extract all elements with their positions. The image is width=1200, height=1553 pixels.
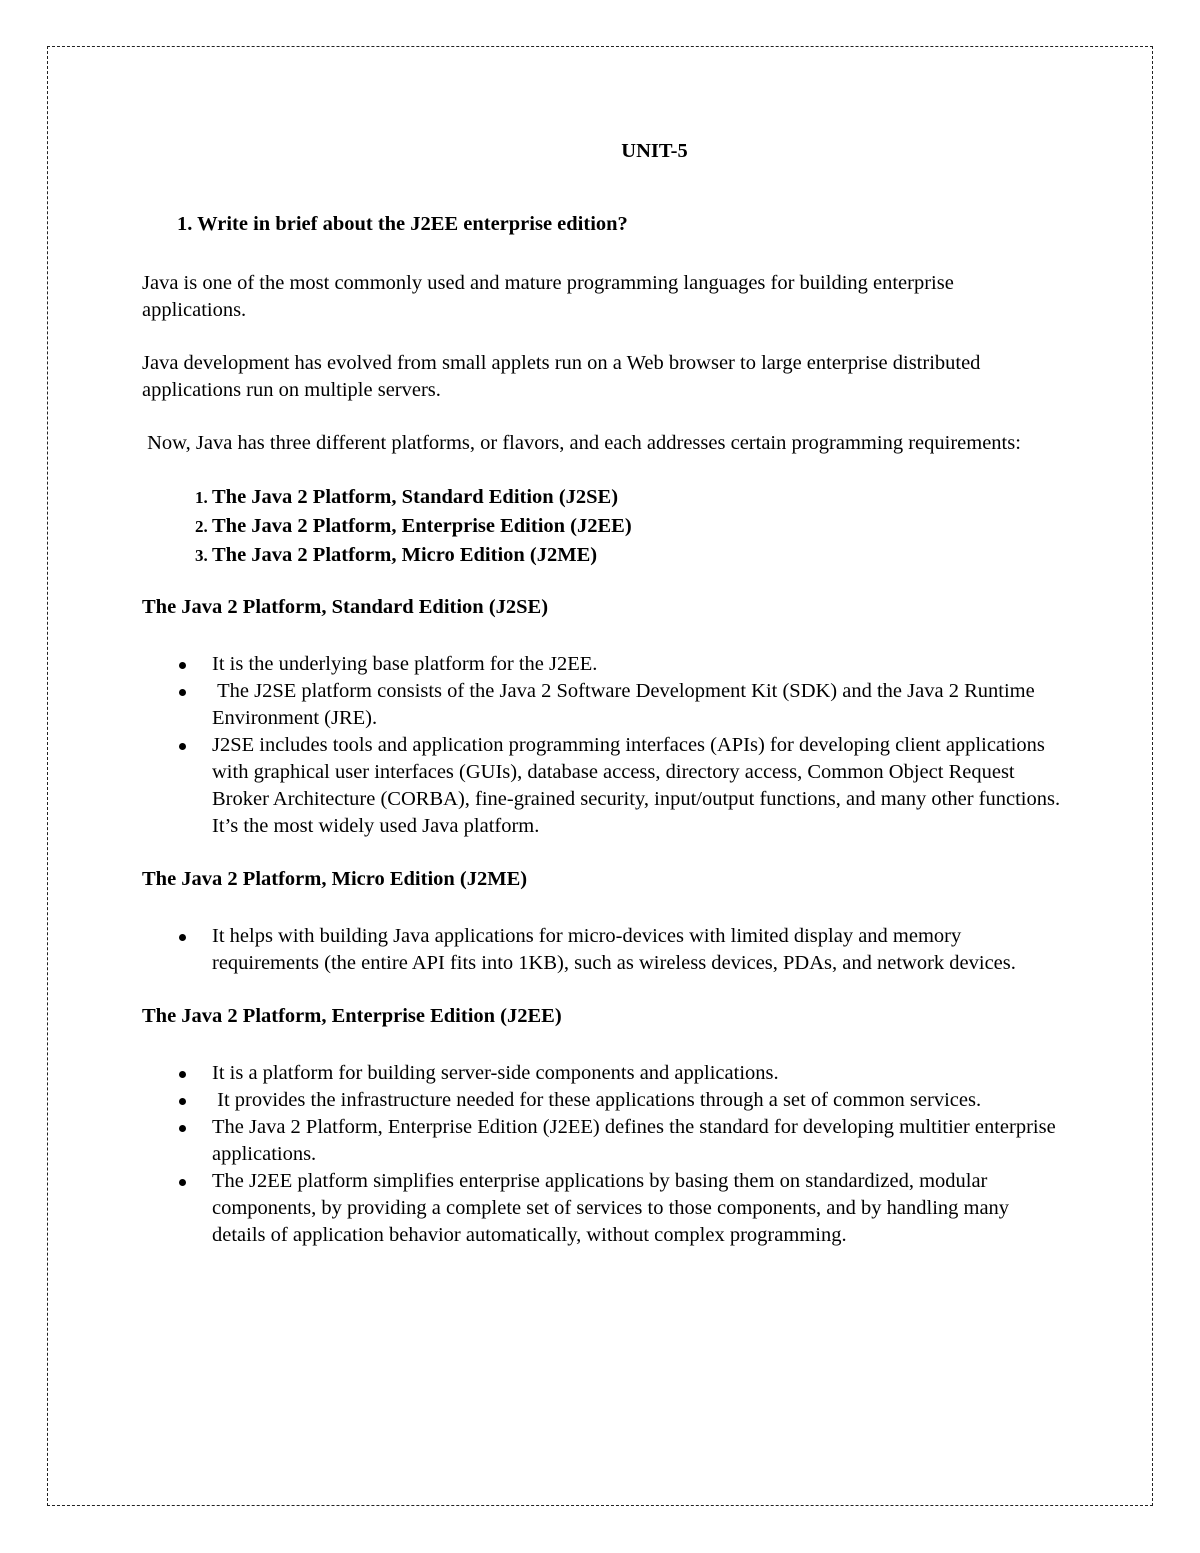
bullet-item: The Java 2 Platform, Enterprise Edition (J2EE) defines the standard for developing multitier enterprise applications.: [212, 1114, 1062, 1168]
edition-item: 1. The Java 2 Platform, Standard Edition (J2SE): [212, 483, 1062, 512]
bullet-item: It is a platform for building server-side components and applications.: [212, 1060, 1062, 1087]
edition-item: 2. The Java 2 Platform, Enterprise Edition (J2EE): [212, 512, 1062, 541]
bullet-item: The J2EE platform simplifies enterprise applications by basing them on standardized, modular components, by providing a complete set of services to those components, and by handling many details of application behavior automatically, without complex programming.: [212, 1168, 1062, 1249]
j2me-bullet-list: [142, 923, 1062, 977]
j2ee-bullet-list: [142, 1060, 1062, 1249]
bullet-item: J2SE includes tools and application programming interfaces (APIs) for developing client applications with graphical user interfaces (GUIs), database access, directory access, Common Object Request Broker Architecture (CORBA), fine-grained security, input/output functions, and many other functions. It’s the most widely used Java platform.: [212, 732, 1062, 840]
section-heading-j2ee: The Java 2 Platform, Enterprise Edition (J2EE): [142, 1005, 562, 1027]
bullet-item: It provides the infrastructure needed for these applications through a set of common services.: [212, 1087, 1062, 1114]
section-heading-j2se: The Java 2 Platform, Standard Edition (J2SE): [142, 596, 549, 618]
bullet-item: The J2SE platform consists of the Java 2 Software Development Kit (SDK) and the Java 2 Runtime Environment (JRE).: [212, 678, 1062, 732]
intro-paragraph: Java development has evolved from small applets run on a Web browser to large enterprise distributed applications run on multiple servers.: [142, 352, 981, 401]
section-heading-j2me: The Java 2 Platform, Micro Edition (J2ME): [142, 868, 528, 890]
document-body: [142, 138, 1062, 1275]
bullet-item: It helps with building Java applications for micro-devices with limited display and memory requirements (the entire API fits into 1KB), such as wireless devices, PDAs, and network devices.: [212, 923, 1062, 977]
j2se-bullet-list: [142, 651, 1062, 840]
intro-paragraph: Java is one of the most commonly used and mature programming languages for building enterprise applications.: [142, 272, 954, 321]
unit-title: UNIT-5: [621, 140, 688, 162]
editions-list: [142, 483, 1062, 570]
intro-paragraph: Now, Java has three different platforms, or flavors, and each addresses certain programming requirements:: [142, 432, 1021, 454]
bullet-item: It is the underlying base platform for the J2EE.: [212, 651, 1062, 678]
edition-item: 3. The Java 2 Platform, Micro Edition (J2ME): [212, 541, 1062, 570]
question-heading: 1. Write in brief about the J2EE enterprise edition?: [177, 213, 628, 235]
